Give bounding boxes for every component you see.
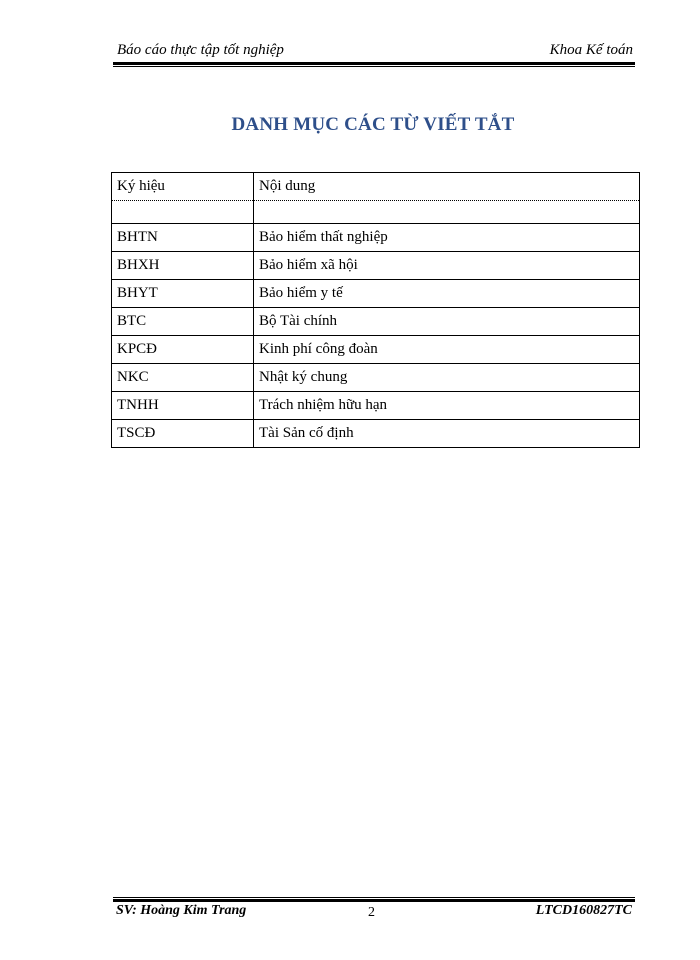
table-row (112, 420, 640, 448)
table-row (112, 280, 640, 308)
page-footer (113, 903, 635, 923)
abbr-code: BHTN (112, 224, 254, 252)
column-header-code: Ký hiệu (112, 173, 254, 201)
footer-class-code: LTCD160827TC (535, 903, 632, 918)
page-header (113, 40, 635, 62)
abbr-meaning: Bộ Tài chính (254, 308, 640, 336)
header-divider (113, 62, 635, 67)
table-row (112, 308, 640, 336)
abbr-code: TSCĐ (112, 420, 254, 448)
page-title: DANH MỤC CÁC TỪ VIẾT TẮT (231, 114, 515, 135)
abbr-code (112, 201, 254, 224)
abbr-meaning: Bảo hiểm thất nghiệp (254, 224, 640, 252)
table-row (112, 392, 640, 420)
footer-divider (113, 897, 635, 902)
table-row (112, 201, 640, 224)
table-row (112, 252, 640, 280)
abbr-code: BHXH (112, 252, 254, 280)
abbr-code: NKC (112, 364, 254, 392)
table-row (112, 336, 640, 364)
table-row (112, 224, 640, 252)
column-header-meaning: Nội dung (254, 173, 640, 201)
abbreviation-table (111, 172, 640, 448)
abbr-code: BTC (112, 308, 254, 336)
abbr-meaning: Nhật ký chung (254, 364, 640, 392)
abbr-meaning: Bảo hiểm xã hội (254, 252, 640, 280)
table-row (112, 364, 640, 392)
abbr-meaning: Trách nhiệm hữu hạn (254, 392, 640, 420)
header-faculty: Khoa Kế toán (549, 42, 633, 58)
abbr-code: BHYT (112, 280, 254, 308)
abbr-code: KPCĐ (112, 336, 254, 364)
abbr-meaning: Tài Sản cố định (254, 420, 640, 448)
abbr-meaning: Bảo hiểm y tế (254, 280, 640, 308)
abbr-code: TNHH (112, 392, 254, 420)
header-report-title: Báo cáo thực tập tốt nghiệp (117, 42, 284, 58)
table-header-row (112, 173, 640, 201)
page-number: 2 (368, 905, 375, 920)
abbr-meaning: Kinh phí công đoàn (254, 336, 640, 364)
abbr-meaning (254, 201, 640, 224)
footer-student-name: SV: Hoàng Kim Trang (116, 903, 247, 918)
